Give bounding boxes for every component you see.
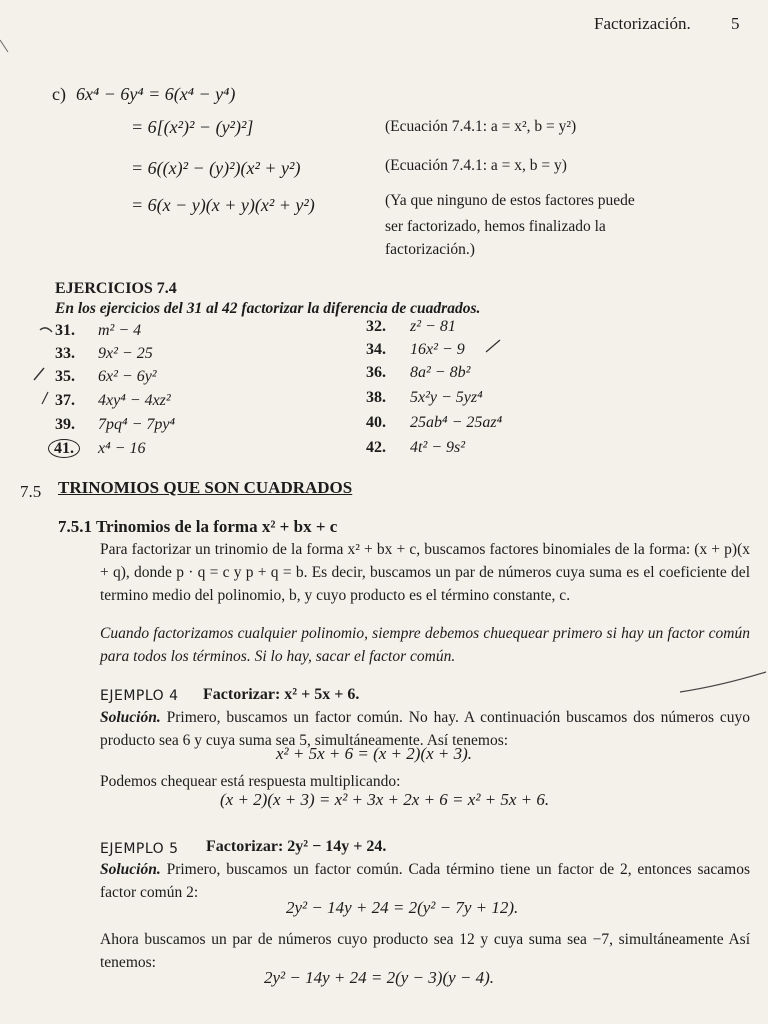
exercise-39-expr: 7pq⁴ − 7py⁴ [98,416,176,433]
example-5-solution-text: Primero, buscamos un factor común. Cada término tiene un factor de 2, entonces sacamos factor común 2: [100,861,750,901]
example-4-equation-2: (x + 2)(x + 3) = x² + 3x + 2x + 6 = x² + 5x + 6. [220,790,550,809]
section-paragraph-italic: Cuando factorizamos cualquier polinomio, siempre debemos chuequear primero si hay un factor común para todos los términos. Si lo hay, sacar el factor común. [100,625,750,665]
page-number: 5 [731,14,740,33]
exercise-35-expr: 6x² − 6y² [98,368,157,385]
example-4-check-text: Podemos chequear está respuesta multiplicando: [100,773,401,790]
exercise-34-expr: 16x² − 9 [410,341,465,358]
example-c-line-3: = 6((x)² − (y)²)(x² + y²) [131,158,301,178]
exercises-subtitle: En los ejercicios del 31 al 42 factorizar la diferencia de cuadrados. [55,300,481,317]
example-c-line-4: = 6(x − y)(x + y)(x² + y²) [131,195,315,215]
exercise-35-number: 35. [55,368,75,385]
page-header-title: Factorización. [594,14,691,33]
exercise-40-expr: 25ab⁴ − 25az⁴ [410,414,503,431]
example-5-equation-1: 2y² − 14y + 24 = 2(y² − 7y + 12). [286,898,519,917]
example-5-equation-2: 2y² − 14y + 24 = 2(y − 3)(y − 4). [264,968,495,987]
exercise-41-circle: 41. [48,439,80,458]
example-c-note-3: (Ya que ninguno de estos factores puede [385,192,635,209]
example-c-note-2: (Ecuación 7.4.1: a = x, b = y) [385,157,567,174]
example-c-label: c) [52,84,66,104]
example-c-note-1: (Ecuación 7.4.1: a = x², b = y²) [385,118,577,135]
example-4-equation-1: x² + 5x + 6 = (x + 2)(x + 3). [276,744,473,763]
example-5-label: EJEMPLO 5 [100,841,179,857]
example-4-label: EJEMPLO 4 [100,688,179,704]
exercise-38-number: 38. [366,389,386,406]
exercise-39-number: 39. [55,416,75,433]
example-c-note-4: ser factorizado, hemos finalizado la [385,218,606,235]
exercise-42-expr: 4t² − 9s² [410,439,466,456]
subsection-title: 7.5.1 Trinomios de la forma x² + bx + c [58,517,338,536]
exercise-40-number: 40. [366,414,386,431]
exercise-31-number: 31. [55,322,75,339]
exercise-32-expr: z² − 81 [410,318,456,335]
example-4-title: Factorizar: x² + 5x + 6. [203,686,360,703]
exercise-37-expr: 4xy⁴ − 4xz² [98,392,171,409]
example-4-solution-label: Solución. [100,709,161,726]
exercise-32-number: 32. [366,318,386,335]
exercises-title: EJERCICIOS 7.4 [55,280,177,297]
section-paragraph: Para factorizar un trinomio de la forma x² + bx + c, buscamos factores binomiales de la forma: (x + p)(x + q), donde p · q = c y p + q = b. Es decir, buscamos un par de números cuya suma es el coeficiente del termino medio del polinomio, b, y cuyo producto es el término constante, c. [100,541,750,604]
example-c-line-1: 6x⁴ − 6y⁴ = 6(x⁴ − y⁴) [76,84,236,104]
exercise-41-expr: x⁴ − 16 [98,440,146,457]
exercise-33-expr: 9x² − 25 [98,345,153,362]
example-c-line-2: = 6[(x²)² − (y²)²] [131,117,254,137]
exercise-37-number: 37. [55,392,75,409]
example-c-note-5: factorización.) [385,241,475,258]
exercise-31-expr: m² − 4 [98,322,142,339]
example-5-title: Factorizar: 2y² − 14y + 24. [206,838,387,855]
section-number: 7.5 [20,482,42,501]
section-title: TRINOMIOS QUE SON CUADRADOS [58,478,353,497]
exercise-38-expr: 5x²y − 5yz⁴ [410,389,483,406]
exercise-36-number: 36. [366,364,386,381]
exercise-36-expr: 8a² − 8b² [410,364,471,381]
exercise-42-number: 42. [366,439,386,456]
example-4-solution-text: Primero, buscamos un factor común. No hay. A continuación buscamos dos números cuyo producto sea 6 y cuya suma sea 5, simultáneamente. Así tenemos: [100,709,751,749]
exercise-34-number: 34. [366,341,386,358]
exercise-33-number: 33. [55,345,75,362]
example-5-solution-label: Solución. [100,861,161,878]
example-5-text-2: Ahora buscamos un par de números cuyo producto sea 12 y cuya suma sea −7, simultáneamente Así tenemos: [100,931,750,971]
